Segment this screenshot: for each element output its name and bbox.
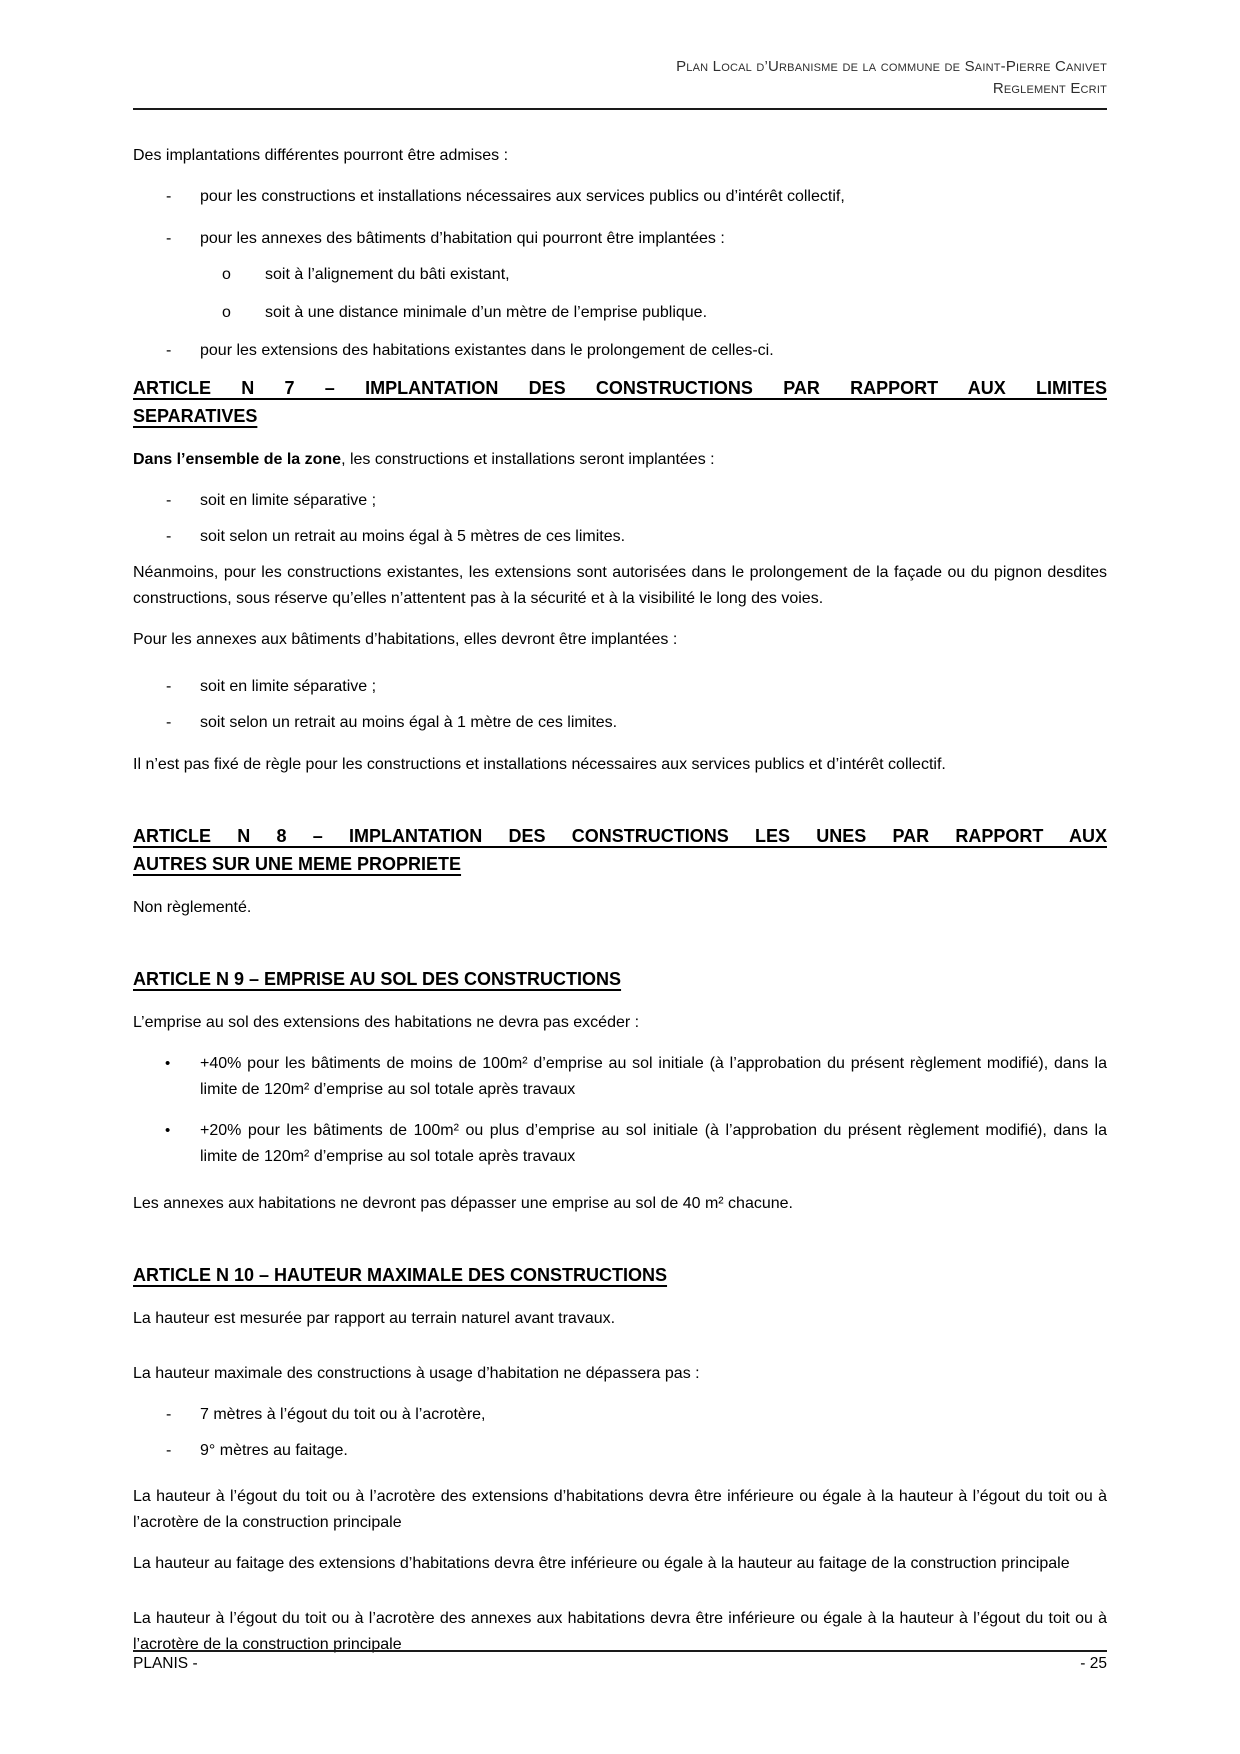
page-footer — [133, 1650, 1107, 1673]
article-7-heading-line1: ARTICLE N 7 – IMPLANTATION DES CONSTRUCTIONS PAR RAPPORT AUX LIMITES — [133, 377, 1107, 398]
article-10-paragraph: La hauteur maximale des constructions à usage d’habitation ne dépassera pas : — [133, 1364, 700, 1382]
list-item-text: pour les constructions et installations nécessaires aux services publics ou d’intérêt collectif, — [200, 187, 845, 205]
article-7-lead-rest: , les constructions et installations seront implantées : — [341, 450, 715, 468]
list-item — [133, 710, 1107, 736]
list-item-text: soit selon un retrait au moins égal à 1 mètre de ces limites. — [200, 713, 618, 731]
article-7-heading — [133, 374, 1107, 430]
spacer — [133, 1347, 1107, 1361]
bullet-marker: • — [165, 1054, 171, 1072]
footer-page-number: - 25 — [1080, 1655, 1107, 1672]
article-10-paragraph: La hauteur au faitage des extensions d’habitations devra être inférieure ou égale à la hauteur au faitage de la construction principale — [133, 1554, 1070, 1572]
list-item-text: pour les annexes des bâtiments d’habitation qui pourront être implantées : — [200, 229, 725, 247]
header-block — [133, 56, 1107, 100]
article-7-paragraph: Il n’est pas fixé de règle pour les constructions et installations nécessaires aux services publics et d’intérêt collectif. — [133, 755, 946, 773]
footer-divider — [133, 1650, 1107, 1652]
list-item — [133, 524, 1107, 550]
article-9-paragraph: Les annexes aux habitations ne devront pas dépasser une emprise au sol de 40 m² chacune. — [133, 1194, 793, 1212]
article-7-lead — [133, 447, 1107, 473]
article-8-paragraph: Non règlementé. — [133, 898, 252, 916]
article-8-heading — [133, 822, 1107, 878]
page-header — [133, 56, 1107, 110]
list-item — [133, 488, 1107, 514]
list-item-text: soit en limite séparative ; — [200, 491, 377, 509]
article-10-paragraph: La hauteur est mesurée par rapport au terrain naturel avant travaux. — [133, 1309, 616, 1327]
spacer — [133, 1592, 1107, 1606]
intro-lead: Des implantations différentes pourront être admises : — [133, 146, 509, 164]
document-body — [133, 143, 1107, 1658]
bullet-marker: • — [165, 1121, 171, 1139]
footer-row — [133, 1655, 1107, 1673]
dash-marker: - — [166, 677, 172, 695]
list-item-bullet — [133, 1118, 1107, 1170]
article-9-heading-line1: ARTICLE N 9 – EMPRISE AU SOL DES CONSTRUCTIONS — [133, 968, 622, 989]
list-item-bullet — [133, 1051, 1107, 1103]
article-8-heading-line2: AUTRES SUR UNE MEME PROPRIETE — [133, 853, 462, 874]
list-item-text: soit en limite séparative ; — [200, 677, 377, 695]
list-item-text: +20% pour les bâtiments de 100m² ou plus d’emprise au sol initiale (à l’approbation du présent règlement modifié), dans la limite de 120m² d’emprise au sol totale après travaux — [200, 1121, 1107, 1165]
list-item — [133, 184, 1107, 210]
dash-marker: - — [166, 187, 172, 205]
list-item-text: soit à l’alignement du bâti existant, — [265, 265, 510, 283]
list-item — [133, 1402, 1107, 1428]
dash-marker: - — [166, 341, 172, 359]
list-item-text: +40% pour les bâtiments de moins de 100m² d’emprise au sol initiale (à l’approbation du présent règlement modifié), dans la limite de 120m² d’emprise au sol totale après travaux — [200, 1054, 1107, 1098]
dash-marker: - — [166, 491, 172, 509]
list-item — [133, 1438, 1107, 1464]
list-item-text: soit selon un retrait au moins égal à 5 mètres de ces limites. — [200, 527, 626, 545]
header-title: Plan Local d’Urbanisme de la commune de Saint-Pierre Canivet — [676, 58, 1107, 75]
circle-marker: o — [222, 303, 231, 321]
header-subtitle: Reglement Ecrit — [992, 79, 1107, 97]
list-item-sub — [133, 262, 1107, 288]
article-7-lead-bold: Dans l’ensemble de la zone — [133, 450, 342, 468]
article-10-paragraph: La hauteur à l’égout du toit ou à l’acrotère des annexes aux habitations devra être inférieure ou égale à la hauteur à l’égout du toit ou à l’acrotère de la construction principale — [133, 1609, 1107, 1653]
dash-marker: - — [166, 527, 172, 545]
article-7-heading-line2: SEPARATIVES — [133, 405, 258, 426]
article-10-paragraph: La hauteur à l’égout du toit ou à l’acrotère des extensions d’habitations devra être inférieure ou égale à la hauteur à l’égout du toit ou à l’acrotère de la construction principale — [133, 1487, 1107, 1531]
article-9-heading — [133, 965, 1107, 993]
dash-marker: - — [166, 713, 172, 731]
header-divider — [133, 108, 1107, 110]
circle-marker: o — [222, 265, 231, 283]
list-item — [133, 338, 1107, 364]
article-7-paragraph: Pour les annexes aux bâtiments d’habitations, elles devront être implantées : — [133, 630, 678, 648]
article-8-heading-line1: ARTICLE N 8 – IMPLANTATION DES CONSTRUCTIONS LES UNES PAR RAPPORT AUX — [133, 825, 1107, 846]
dash-marker: - — [166, 1441, 172, 1459]
list-item-text: soit à une distance minimale d’un mètre de l’emprise publique. — [265, 303, 708, 321]
list-item-sub — [133, 300, 1107, 326]
article-7-paragraph: Néanmoins, pour les constructions existantes, les extensions sont autorisées dans le prolongement de la façade ou du pignon desdites constructions, sous réserve qu’elles n’attentent pas à la sécurité et à la visibilité le long des voies. — [133, 563, 1107, 607]
dash-marker: - — [166, 1405, 172, 1423]
list-item-text: 7 mètres à l’égout du toit ou à l’acrotère, — [200, 1405, 486, 1423]
list-item — [133, 226, 1107, 252]
dash-marker: - — [166, 229, 172, 247]
article-10-heading — [133, 1261, 1107, 1289]
list-item-text: 9° mètres au faitage. — [200, 1441, 348, 1459]
list-item-text: pour les extensions des habitations existantes dans le prolongement de celles-ci. — [200, 341, 774, 359]
article-10-heading-line1: ARTICLE N 10 – HAUTEUR MAXIMALE DES CONSTRUCTIONS — [133, 1264, 668, 1285]
article-9-lead: L’emprise au sol des extensions des habitations ne devra pas excéder : — [133, 1013, 640, 1031]
footer-author: PLANIS - — [133, 1655, 198, 1672]
list-item — [133, 674, 1107, 700]
